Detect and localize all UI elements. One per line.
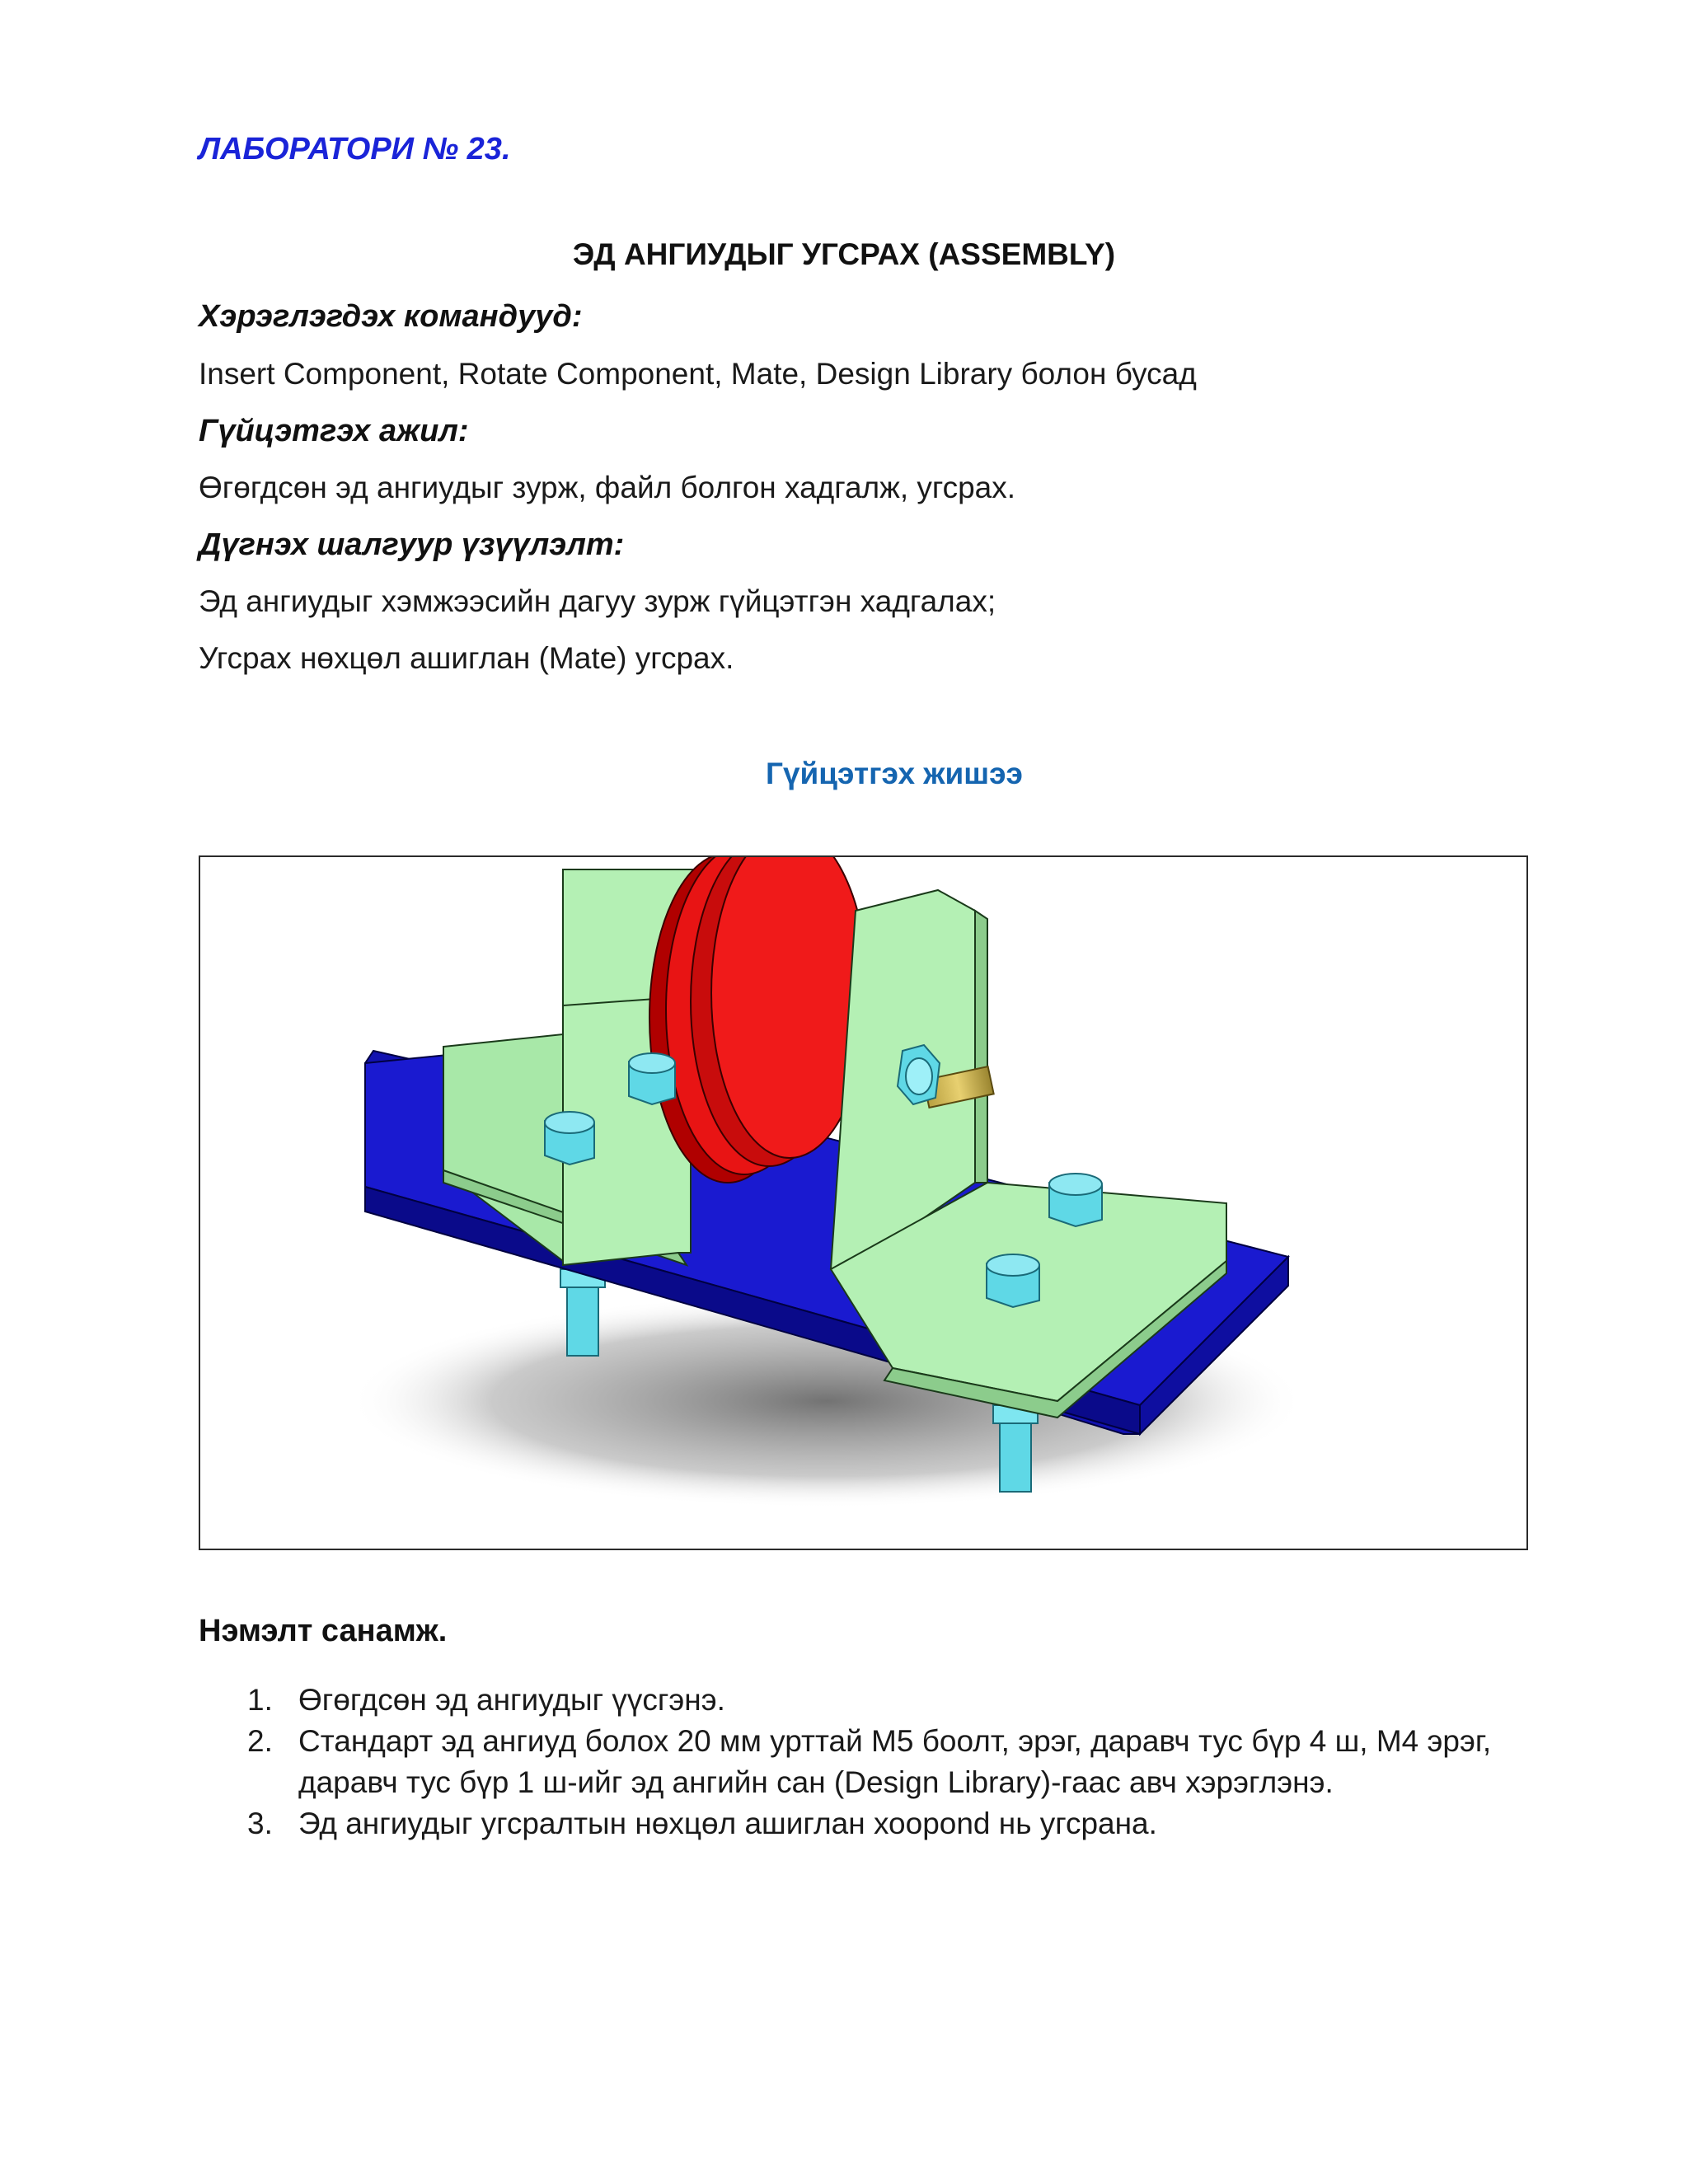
bottom-bolt-right	[993, 1405, 1038, 1492]
list-item-number: 2.	[247, 1724, 273, 1758]
lab-title: ЛАБОРАТОРИ № 23.	[199, 132, 511, 166]
criteria-heading: Дүгнэх шалгуур үзүүлэлт:	[199, 527, 625, 562]
commands-heading: Хэрэглэгдэх командууд:	[199, 299, 583, 334]
bolt-head-left-top	[629, 1053, 675, 1104]
list-item-text: Стандарт эд ангиуд болох 20 мм урттай M5 боолт, эрэг, даравч тус бүр 4 ш, M4 эрэг, даравч тус бүр 1 ш-ийг эд ангийн сан (Design Library)-гаас авч хэрэглэнэ.	[298, 1724, 1492, 1799]
list-item-number: 3.	[247, 1807, 273, 1840]
bolt-head-right-bottom	[987, 1254, 1039, 1307]
task-text: Өгөгдсөн эд ангиудыг зурж, файл болгон хадгалж, угсрах.	[199, 471, 1016, 504]
notes-list	[247, 1680, 1533, 1844]
pulley	[649, 857, 868, 1183]
commands-text: Insert Component, Rotate Component, Mate, Design Library болон бусад	[199, 357, 1197, 391]
assembly-figure	[199, 855, 1528, 1550]
bolt-head-right-top	[1049, 1174, 1102, 1226]
pulley-assembly-illustration	[200, 857, 1526, 1549]
bolt-head-left-bottom	[545, 1112, 594, 1165]
criteria-line-1: Эд ангиудыг хэмжээсийн дагуу зурж гүйцэтгэн хадгалах;	[199, 584, 996, 618]
list-item	[247, 1721, 1533, 1803]
list-item	[247, 1680, 1533, 1721]
criteria-line-2: Угсрах нөхцөл ашиглан (Mate) угсрах.	[199, 641, 734, 675]
list-item-number: 1.	[247, 1683, 273, 1717]
bottom-bolt-left	[560, 1269, 605, 1356]
example-title: Гүйцэтгэх жишээ	[765, 757, 1023, 790]
list-item-text: Өгөгдсөн эд ангиудыг үүсгэнэ.	[298, 1683, 725, 1717]
list-item	[247, 1803, 1533, 1844]
main-title: ЭД АНГИУДЫГ УГСРАХ (ASSEMBLY)	[572, 237, 1116, 271]
notes-title: Нэмэлт санамж.	[199, 1614, 448, 1648]
task-heading: Гүйцэтгэх ажил:	[199, 414, 469, 448]
list-item-text: Эд ангиудыг угсралтын нөхцөл ашиглан хоорond нь угсрана.	[298, 1807, 1157, 1840]
